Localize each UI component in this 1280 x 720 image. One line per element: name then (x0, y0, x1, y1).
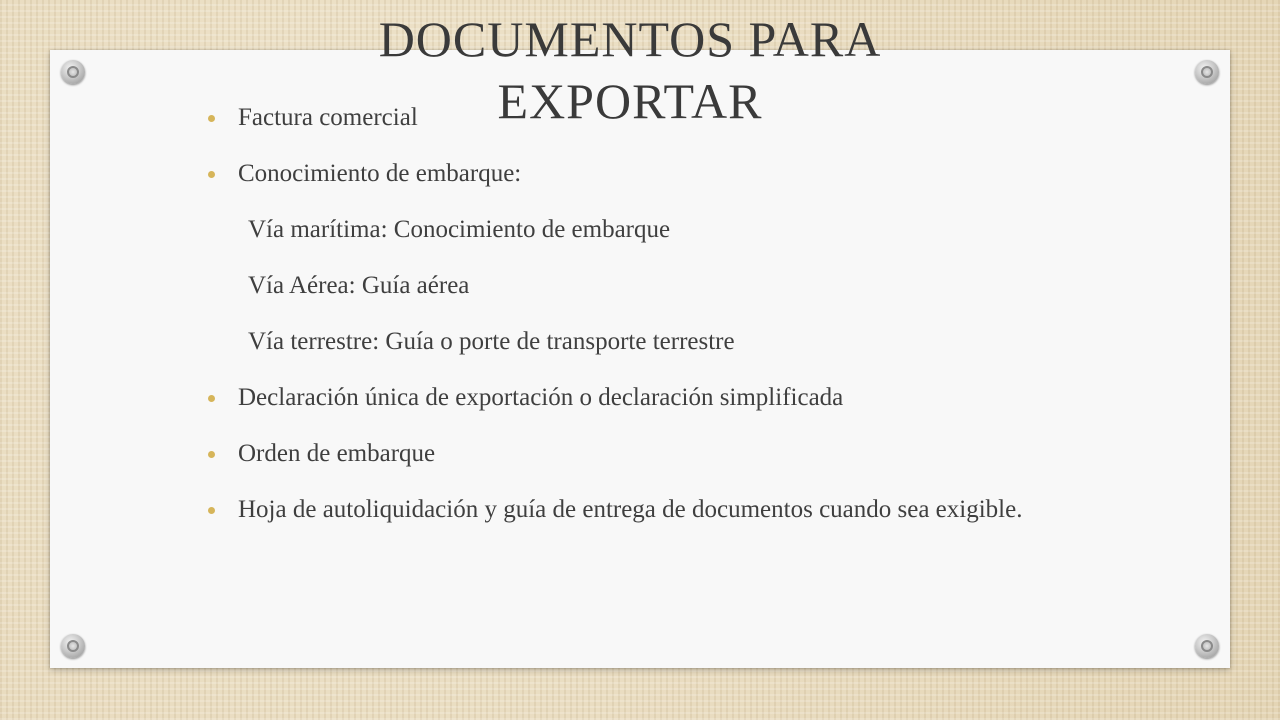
rivet-icon (1195, 60, 1219, 84)
rivet-icon (61, 634, 85, 658)
list-subitem: Vía marítima: Conocimiento de embarque (248, 216, 671, 243)
list-item: Factura comercial (205, 102, 1025, 134)
list-item: Conocimiento de embarque: (205, 158, 1025, 190)
list-item: Orden de embarque (205, 438, 1025, 470)
bullet-list (205, 102, 1025, 550)
list-item: Declaración única de exportación o declaración simplificada (205, 382, 1025, 414)
rivet-icon (1195, 634, 1219, 658)
rivet-icon (61, 60, 85, 84)
list-subitem: Vía Aérea: Guía aérea (248, 272, 470, 299)
list-item: Hoja de autoliquidación y guía de entrega de documentos cuando sea exigible. (205, 494, 1025, 526)
list-subitem: Vía terrestre: Guía o porte de transporte terrestre (248, 328, 735, 355)
slide-title: DOCUMENTOS PARA EXPORTAR (378, 11, 882, 129)
